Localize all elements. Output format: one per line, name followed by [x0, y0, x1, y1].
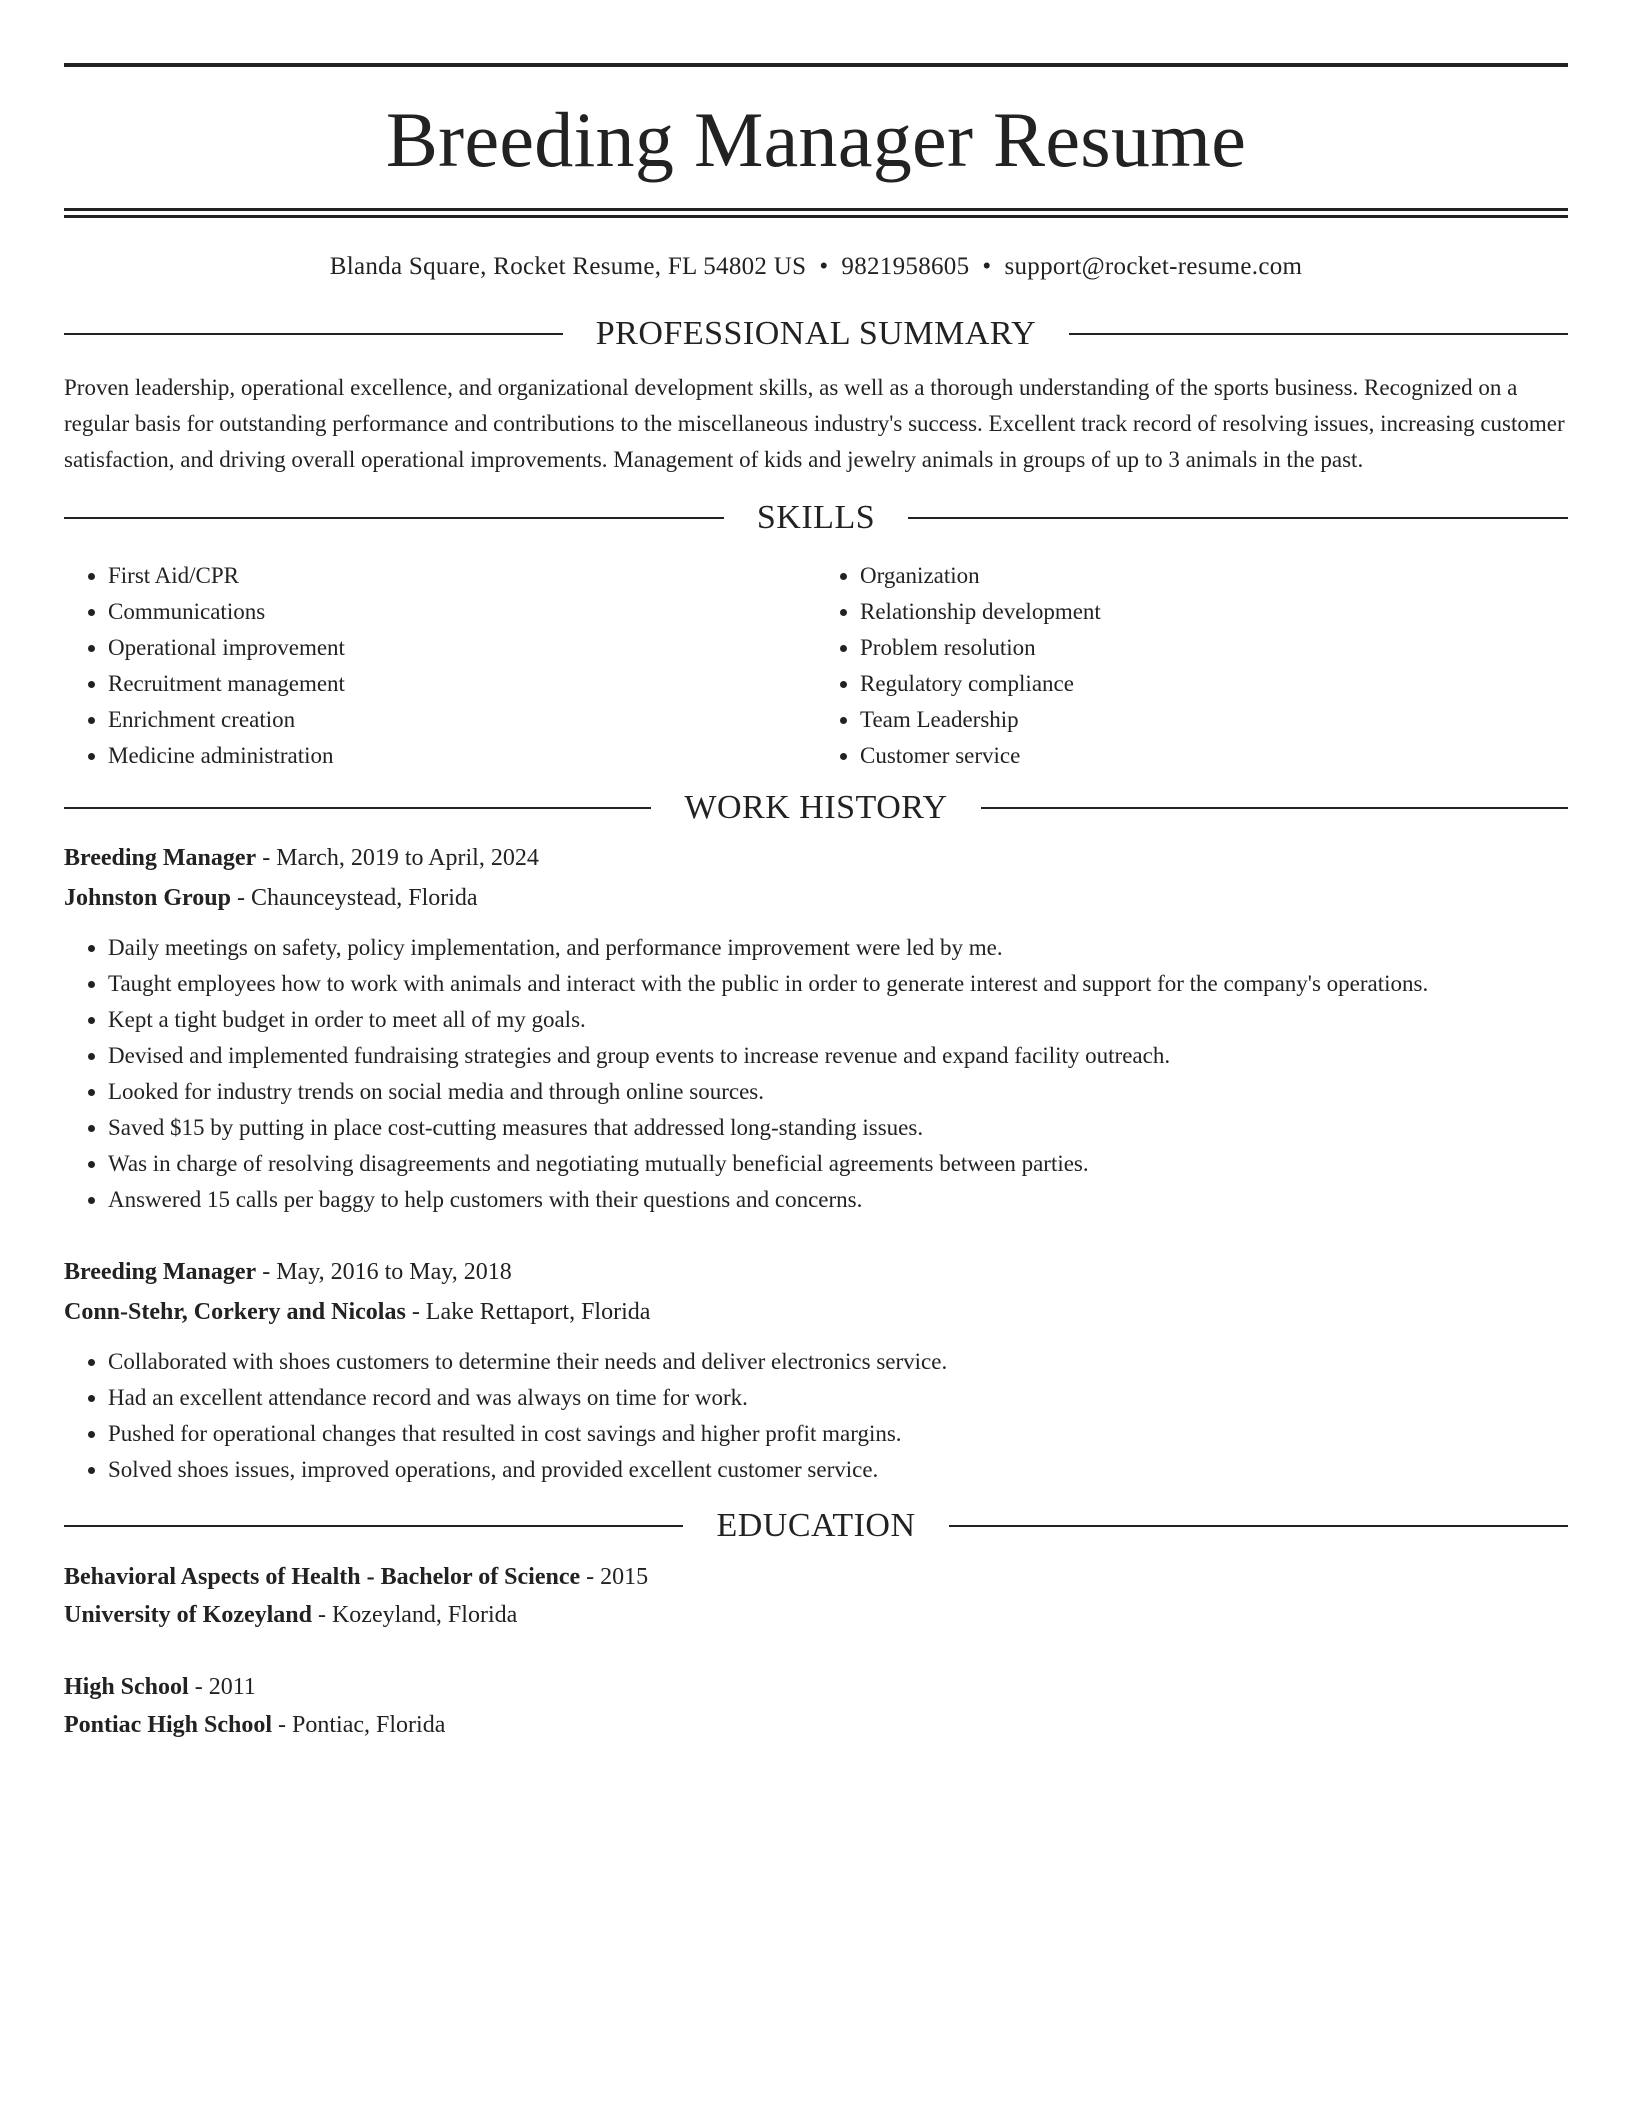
job-title-line — [64, 838, 1568, 878]
job-bullets — [64, 930, 1568, 1218]
summary-heading — [64, 314, 1568, 354]
job-bullet: • Was in charge of resolving disagreements and negotiating mutually beneficial agreements between parties. — [108, 1146, 1568, 1182]
skills-heading-label: SKILLS — [756, 499, 876, 536]
education-year: - 2011 — [188, 1674, 256, 1700]
education-school-line — [64, 1596, 1568, 1634]
skill-item: • Team Leadership — [860, 702, 1568, 738]
job-company: Johnston Group — [64, 885, 231, 911]
skills-heading — [64, 498, 1568, 538]
skills-column-left — [64, 558, 816, 774]
job-location: - Lake Rettaport, Florida — [405, 1299, 651, 1325]
job-title: Breeding Manager — [64, 845, 257, 871]
skill-item: • Organization — [860, 558, 1568, 594]
education-heading-label: EDUCATION — [716, 1507, 916, 1544]
education-degree-line — [64, 1558, 1568, 1596]
heading-rule — [64, 1525, 683, 1527]
job-bullet: • Solved shoes issues, improved operations, and provided excellent customer service. — [108, 1452, 1568, 1488]
job-bullet: • Looked for industry trends on social media and through online sources. — [108, 1074, 1568, 1110]
job-title-line — [64, 1252, 1568, 1292]
education-school: University of Kozeyland — [64, 1602, 312, 1628]
skill-item: • Communications — [108, 594, 816, 630]
education-degree-line — [64, 1668, 1568, 1706]
education-location: - Kozeyland, Florida — [311, 1602, 518, 1628]
job-dates: - March, 2019 to April, 2024 — [256, 845, 539, 871]
education-heading — [64, 1506, 1568, 1546]
job-location: - Chaunceystead, Florida — [230, 885, 478, 911]
education-year: - 2015 — [580, 1564, 649, 1590]
education-entry — [64, 1668, 1568, 1744]
contact-separator: • — [819, 253, 829, 280]
job-entry — [64, 838, 1568, 1218]
work-heading — [64, 788, 1568, 828]
skill-item: • Regulatory compliance — [860, 666, 1568, 702]
skill-item: • Medicine administration — [108, 738, 816, 774]
education-entry — [64, 1558, 1568, 1634]
job-bullet: • Devised and implemented fundraising strategies and group events to increase revenue and expand facility outreach. — [108, 1038, 1568, 1074]
heading-rule — [949, 1525, 1568, 1527]
contact-line — [64, 252, 1568, 282]
skill-item: • Recruitment management — [108, 666, 816, 702]
job-bullet: • Had an excellent attendance record and was always on time for work. — [108, 1380, 1568, 1416]
contact-phone: 9821958605 — [841, 253, 970, 280]
job-bullet: • Saved $15 by putting in place cost-cutting measures that addressed long-standing issues. — [108, 1110, 1568, 1146]
job-bullet: • Answered 15 calls per baggy to help customers with their questions and concerns. — [108, 1182, 1568, 1218]
education-degree: Behavioral Aspects of Health - Bachelor of Science — [64, 1564, 581, 1590]
skill-item: • First Aid/CPR — [108, 558, 816, 594]
job-bullet: • Taught employees how to work with animals and interact with the public in order to generate interest and support for the company's operations. — [108, 966, 1568, 1002]
education-school: Pontiac High School — [64, 1712, 273, 1738]
job-company-line — [64, 878, 1568, 918]
contact-separator: • — [982, 253, 992, 280]
skill-item: • Relationship development — [860, 594, 1568, 630]
heading-rule — [64, 807, 651, 809]
job-entry — [64, 1252, 1568, 1488]
job-dates: - May, 2016 to May, 2018 — [256, 1259, 512, 1285]
job-title: Breeding Manager — [64, 1259, 257, 1285]
summary-text: Proven leadership, operational excellence, and organizational development skills, as well as a thorough understanding of the sports business. Recognized on a regular basis for outstanding performance and contributions to the miscellaneous industry's success. Excellent track record of resolving issues, increasing customer satisfaction, and driving overall operational improvements. Management of kids and jewelry animals in groups of up to 3 animals in the past. — [64, 375, 1565, 472]
heading-rule — [64, 517, 724, 519]
skills-column-right — [816, 558, 1568, 774]
job-bullet: • Pushed for operational changes that resulted in cost savings and higher profit margins. — [108, 1416, 1568, 1452]
heading-rule — [908, 517, 1568, 519]
skill-item: • Operational improvement — [108, 630, 816, 666]
job-company-line — [64, 1292, 1568, 1332]
education-location: - Pontiac, Florida — [272, 1712, 446, 1738]
contact-email: support@rocket-resume.com — [1004, 253, 1303, 280]
heading-rule — [981, 807, 1568, 809]
skill-item: • Problem resolution — [860, 630, 1568, 666]
job-bullet: • Kept a tight budget in order to meet all of my goals. — [108, 1002, 1568, 1038]
header-double-rule — [64, 208, 1568, 218]
resume-title: Breeding Manager Resume — [385, 96, 1247, 183]
skills-list — [64, 558, 1568, 774]
skill-item: • Enrichment creation — [108, 702, 816, 738]
resume-header — [64, 0, 1568, 282]
job-company: Conn-Stehr, Corkery and Nicolas — [64, 1299, 406, 1325]
heading-rule — [64, 333, 563, 335]
education-degree: High School — [64, 1674, 189, 1700]
skill-item: • Customer service — [860, 738, 1568, 774]
job-bullet: • Daily meetings on safety, policy implementation, and performance improvement were led by me. — [108, 930, 1568, 966]
summary-heading-label: PROFESSIONAL SUMMARY — [595, 315, 1037, 352]
contact-address: Blanda Square, Rocket Resume, FL 54802 US — [329, 253, 807, 280]
work-heading-label: WORK HISTORY — [684, 789, 948, 826]
education-school-line — [64, 1706, 1568, 1744]
heading-rule — [1069, 333, 1568, 335]
job-bullets — [64, 1344, 1568, 1488]
job-bullet: • Collaborated with shoes customers to determine their needs and deliver electronics service. — [108, 1344, 1568, 1380]
